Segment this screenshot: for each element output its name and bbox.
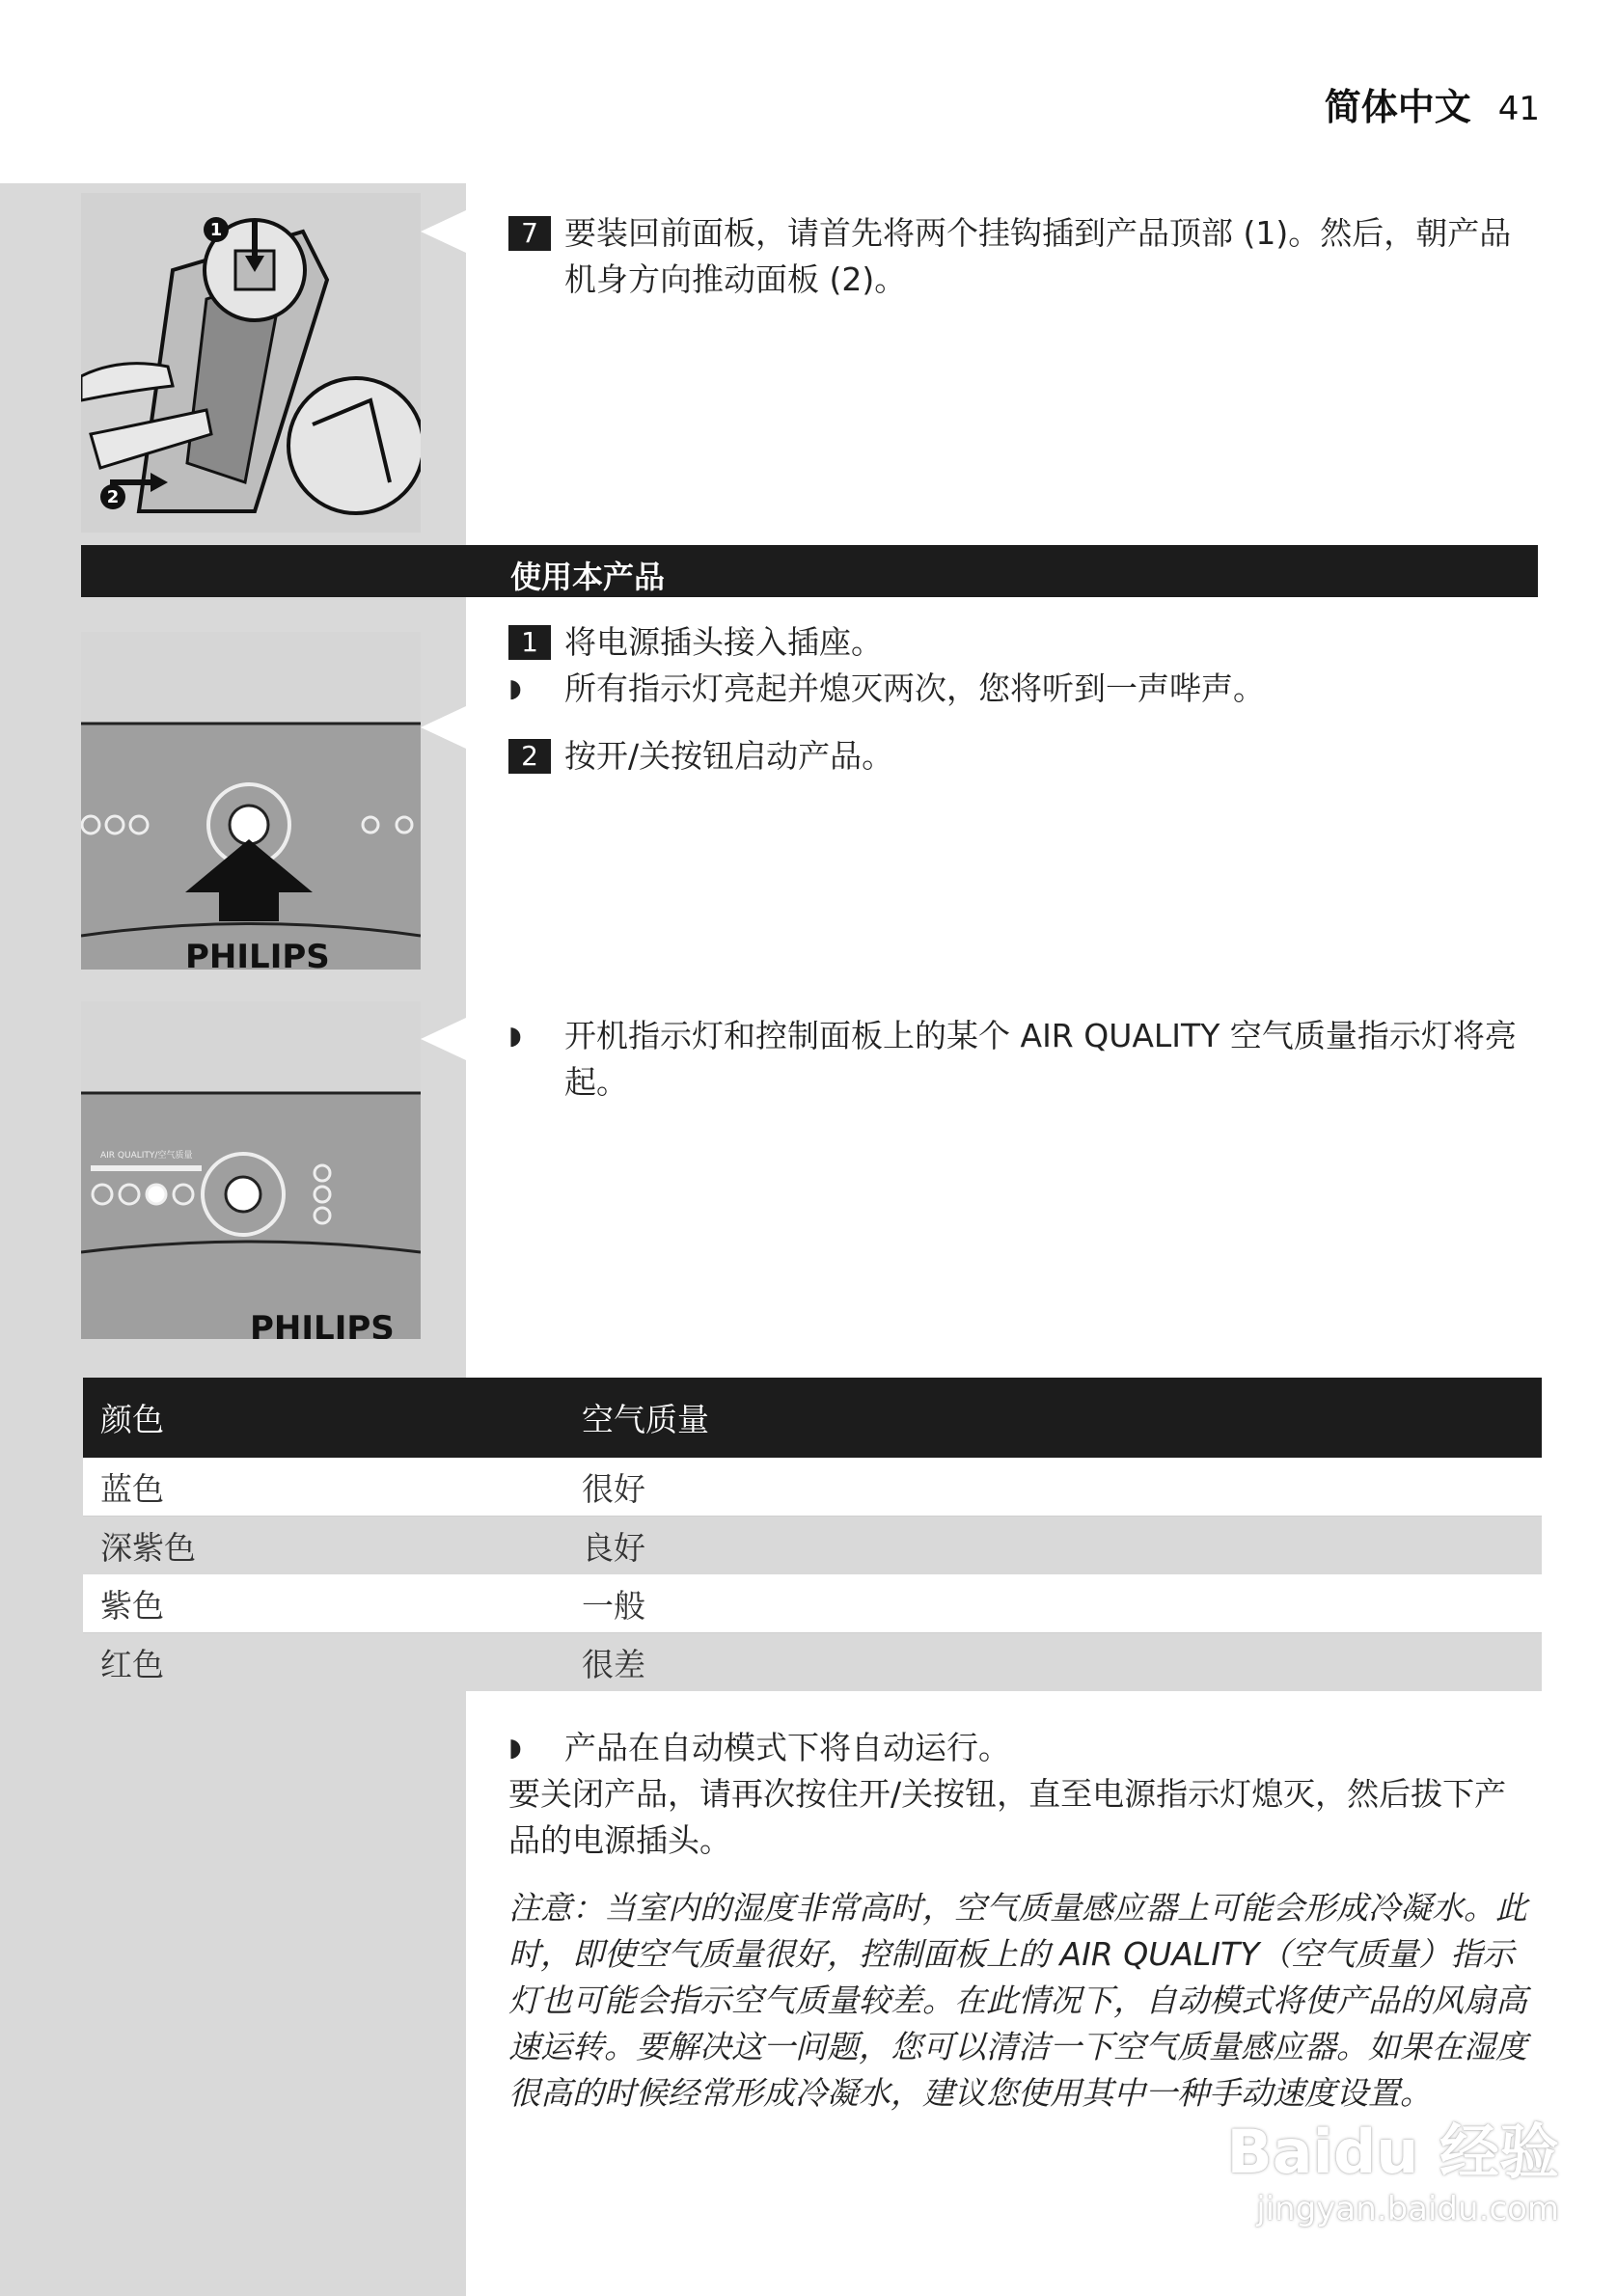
step-text: 按开/关按钮启动产品。 [564,737,894,775]
color-cell: 紫色 [83,1574,564,1633]
language-label: 简体中文 [1324,86,1471,128]
figure-pointer [421,210,466,253]
table-row [83,1458,1542,1517]
bullet-icon: ◗ [508,1022,522,1051]
control-panel-illustration [81,632,421,970]
step-1-result [508,666,1531,712]
bullet-icon: ◗ [508,1734,522,1763]
page-header [1325,77,1540,130]
watermark [1227,2104,1559,2228]
color-cell: 蓝色 [83,1458,564,1517]
indicator-text: 开机指示灯和控制面板上的某个 AIR QUALITY 空气质量指示灯将亮起。 [564,1017,1517,1101]
quality-cell: 很好 [564,1458,1542,1517]
quality-cell: 很差 [564,1633,1542,1692]
watermark-url: jingyan.baidu.com [1256,2190,1559,2228]
table-row [83,1517,1542,1575]
turn-off-instructions: 要关闭产品，请再次按住开/关按钮，直至电源指示灯熄灭，然后拔下产品的电源插头。 [508,1775,1507,1859]
auto-mode-text: 产品在自动模式下将自动运行。 [564,1729,1010,1766]
section-header [81,545,1538,597]
color-cell: 深紫色 [83,1517,564,1575]
front-panel-illustration [81,193,421,533]
figure-pointer [421,706,466,749]
watermark-logo-text: Baidu 经验 [1226,2117,1559,2187]
brand-logo: PHILIPS [250,1309,395,1339]
quality-cell: 一般 [564,1574,1542,1633]
humidity-note: 注意：当室内的湿度非常高时，空气质量感应器上可能会形成冷凝水。此时，即使空气质量很好，控制面板上的 AIR QUALITY（空气质量）指示灯也可能会指示空气质量较差。在此情况下，自动模式将使产品的风扇高速运转。要解决这一问题，您可以清洁一下空气质量感应器。如果在湿度很高的时候经常形成冷凝水，建议您使用其中一种手动速度设置。 [508,1889,1527,2112]
auto-mode-note [508,1725,1531,1771]
air-quality-label: AIR QUALITY/空气质量 [100,1151,193,1161]
table-row [83,1633,1542,1692]
column-header-color: 颜色 [83,1378,564,1458]
step-1 [508,619,1531,666]
callout-2-label: 2 [106,487,120,507]
indicator-note [508,1013,1531,1106]
step-number: 7 [508,216,551,251]
page-number: 41 [1497,90,1540,128]
column-header-air-quality: 空气质量 [564,1378,1542,1458]
callout-1-label: 1 [209,220,223,240]
step-2 [508,733,1531,779]
step-number: 2 [508,739,551,774]
step-text: 将电源插头接入插座。 [564,623,883,661]
quality-cell: 良好 [564,1517,1542,1575]
bullet-icon: ◗ [508,674,522,703]
figure-air-quality-indicators [81,1001,421,1339]
table-row [83,1574,1542,1633]
step-text: 要装回前面板，请首先将两个挂钩插到产品顶部 (1)。然后，朝产品机身方向推动面板 (2)。 [564,214,1512,298]
brand-logo: PHILIPS [185,938,330,970]
color-cell: 红色 [83,1633,564,1692]
figure-front-panel [81,193,421,533]
usage-steps [508,619,1531,779]
figure-power-button [81,632,421,970]
step-text: 所有指示灯亮起并熄灭两次，您将听到一声哔声。 [564,670,1265,707]
indicator-panel-illustration [81,1001,421,1339]
auto-mode-section [508,1725,1531,2117]
step-7 [508,210,1531,303]
step-number: 1 [508,625,551,660]
table-header-row [83,1378,1542,1458]
section-title: 使用本产品 [510,559,666,595]
air-quality-table [83,1378,1542,1691]
figure-pointer [421,1018,466,1060]
